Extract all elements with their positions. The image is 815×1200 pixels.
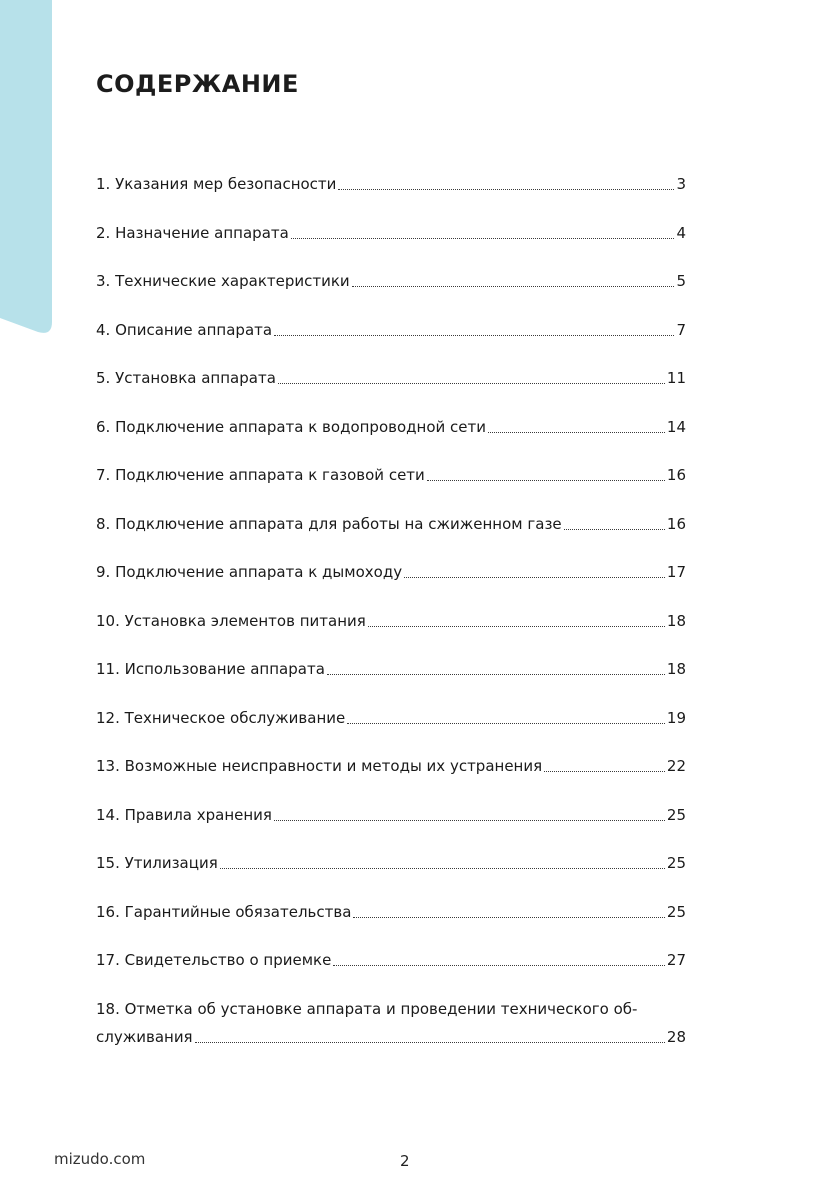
toc-entry[interactable] [96, 415, 686, 464]
page-title: СОДЕРЖАНИЕ [96, 70, 299, 98]
toc-entry-label: 14. Правила хранения [96, 805, 272, 824]
toc-entry[interactable] [96, 997, 686, 1049]
toc-entry-page: 25 [666, 854, 686, 872]
toc-entry-label: 5. Установка аппарата [96, 369, 276, 387]
toc-entry-label: 4. Описание аппарата [96, 320, 273, 339]
toc-entry[interactable] [96, 851, 686, 900]
dot-leader [274, 803, 665, 821]
toc-entry-page: 14 [666, 417, 686, 436]
dot-leader [278, 366, 665, 384]
toc-entry[interactable] [96, 754, 686, 803]
toc-entry-label: 13. Возможные неисправности и методы их устранения [96, 757, 543, 775]
toc-entry-label: 12. Техническое обслуживание [96, 708, 346, 727]
dot-leader [353, 900, 665, 918]
toc-entry[interactable] [96, 366, 686, 415]
toc-entry[interactable] [96, 706, 686, 755]
toc-entry-page: 22 [666, 757, 686, 775]
toc-entry-label: 2. Назначение аппарата [96, 223, 289, 242]
toc-entry-label: 16. Гарантийные обязательства [96, 902, 352, 921]
toc-entry-label: 6. Подключение аппарата к водопроводной сети [96, 417, 486, 436]
toc-entry-label: 15. Утилизация [96, 854, 218, 872]
toc-entry-page: 5 [676, 272, 686, 290]
toc-entry-page: 27 [666, 951, 686, 969]
dot-leader [488, 415, 665, 433]
footer-page-number: 2 [400, 1152, 410, 1170]
dot-leader [195, 1025, 665, 1043]
toc-entry[interactable] [96, 900, 686, 949]
toc-entry[interactable] [96, 269, 686, 318]
toc-entry[interactable] [96, 463, 686, 512]
dot-leader [274, 318, 674, 336]
toc-entry-page: 19 [666, 708, 686, 727]
dot-leader [338, 172, 674, 190]
toc-entry-page: 25 [666, 805, 686, 824]
toc-entry-label: 9. Подключение аппарата к дымоходу [96, 563, 403, 581]
toc-entry[interactable] [96, 609, 686, 658]
toc-entry-label: 3. Технические характеристики [96, 272, 350, 290]
toc-entry-page: 7 [676, 320, 686, 339]
toc-entry-label: 10. Установка элементов питания [96, 611, 366, 630]
toc-entry[interactable] [96, 657, 686, 706]
toc-entry-page: 28 [666, 1027, 686, 1046]
toc-entry-page: 18 [666, 611, 686, 630]
dot-leader [347, 706, 665, 724]
toc-entry-page: 25 [666, 902, 686, 921]
toc-entry[interactable] [96, 318, 686, 367]
toc-entry-page: 18 [666, 660, 686, 678]
toc-entry[interactable] [96, 172, 686, 221]
toc-entry-page: 16 [666, 466, 686, 484]
toc-entry-label: 11. Использование аппарата [96, 660, 325, 678]
toc-entry[interactable] [96, 948, 686, 997]
decorative-accent-bar [0, 0, 52, 336]
toc-entry[interactable] [96, 560, 686, 609]
dot-leader [327, 657, 665, 675]
footer-website: mizudo.com [54, 1150, 146, 1168]
toc-entry-label: 1. Указания мер безопасности [96, 175, 337, 193]
dot-leader [544, 754, 665, 772]
toc-entry-page: 16 [666, 514, 686, 533]
toc-entry-label: 17. Свидетельство о приемке [96, 951, 332, 969]
dot-leader [220, 851, 665, 869]
toc-entry-page: 11 [666, 369, 686, 387]
toc-entry-label: 18. Отметка об установке аппарата и проведении технического об- [96, 999, 638, 1018]
dot-leader [564, 512, 665, 530]
toc-entry-label: 8. Подключение аппарата для работы на сжиженном газе [96, 514, 562, 533]
toc-entry-label: 7. Подключение аппарата к газовой сети [96, 466, 425, 484]
toc-entry[interactable] [96, 512, 686, 561]
toc-entry-page: 4 [676, 223, 686, 242]
dot-leader [368, 609, 665, 627]
dot-leader [291, 221, 675, 239]
toc-entry[interactable] [96, 221, 686, 270]
dot-leader [404, 560, 665, 578]
toc-entry-page: 3 [676, 175, 686, 193]
table-of-contents [96, 172, 686, 1049]
toc-entry[interactable] [96, 803, 686, 852]
toc-entry-label-continued: служивания [96, 1027, 193, 1046]
dot-leader [333, 948, 665, 966]
dot-leader [427, 463, 665, 481]
dot-leader [352, 269, 675, 287]
toc-entry-page: 17 [666, 563, 686, 581]
